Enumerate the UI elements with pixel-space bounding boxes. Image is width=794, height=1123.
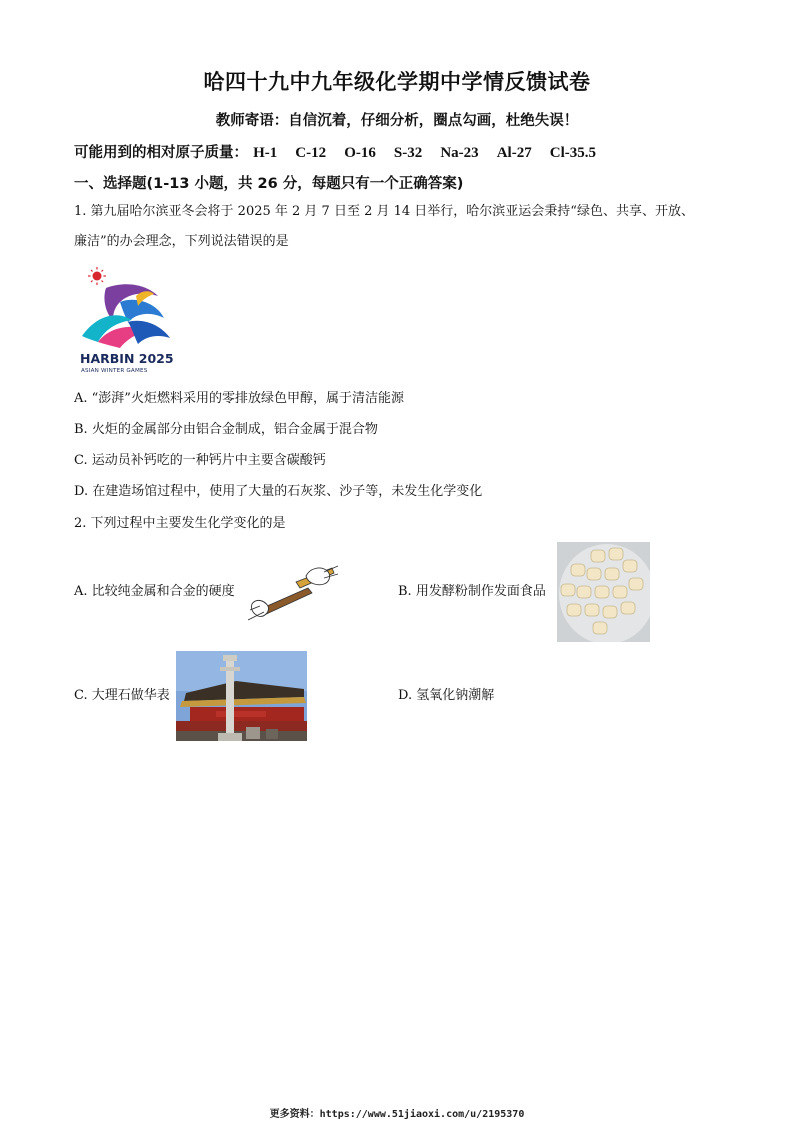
q2-stem: 2. 下列过程中主要发生化学变化的是	[74, 516, 286, 531]
q1-stem-line1: 1. 第九届哈尔滨亚冬会将于 2025 年 2 月 7 日至 2 月 14 日举行，哈尔滨亚运会秉持“绿色、共享、开放、	[74, 204, 694, 219]
atomic-mass-item: H-1	[253, 145, 278, 161]
q2-option-c: C. 大理石做华表	[74, 688, 170, 703]
atomic-mass-item: S-32	[393, 145, 423, 161]
atomic-mass-item: Cl-35.5	[549, 145, 597, 161]
tiananmen-huabiao-photo	[176, 651, 307, 741]
page-title: 哈四十九中九年级化学期中学情反馈试卷	[203, 70, 591, 94]
q1-option-c: C. 运动员补钙吃的一种钙片中主要含碳酸钙	[74, 453, 326, 468]
atomic-mass-line	[74, 141, 609, 162]
section-heading: 一、选择题(1-13 小题，共 26 分，每题只有一个正确答案)	[74, 176, 464, 192]
teacher-note: 教师寄语：自信沉着，仔细分析，圈点勾画，杜绝失误！	[215, 113, 579, 129]
atomic-mass-item: O-16	[344, 145, 376, 161]
q1-option-d: D. 在建造场馆过程中，使用了大量的石灰浆、沙子等，未发生化学变化	[74, 484, 483, 499]
atomic-mass-item: C-12	[295, 145, 327, 161]
atomic-mass-label: 可能用到的相对原子质量：	[74, 145, 248, 161]
q2-option-d: D. 氢氧化钠潮解	[398, 688, 495, 703]
logo-text-sub: ASIAN WINTER GAMES	[81, 368, 148, 374]
q2-option-a: A. 比较纯金属和合金的硬度	[74, 584, 235, 599]
metal-scratch-illustration	[248, 560, 340, 622]
q2-option-b: B. 用发酵粉制作发面食品	[398, 584, 546, 599]
q1-stem-line2: 廉洁”的办会理念，下列说法错误的是	[74, 234, 289, 249]
steamed-buns-photo	[557, 542, 650, 642]
footer-link-text: 更多资料：https://www.51jiaoxi.com/u/2195370	[269, 1109, 525, 1120]
atomic-mass-item: Na-23	[440, 145, 479, 161]
q1-option-a: A. “澎湃”火炬燃料采用的零排放绿色甲醇，属于清洁能源	[74, 391, 404, 406]
logo-text-main: HARBIN 2025	[80, 351, 174, 366]
atomic-mass-item: Al-27	[496, 145, 532, 161]
harbin-2025-logo	[76, 266, 176, 376]
q1-option-b: B. 火炬的金属部分由铝合金制成，铝合金属于混合物	[74, 422, 378, 437]
